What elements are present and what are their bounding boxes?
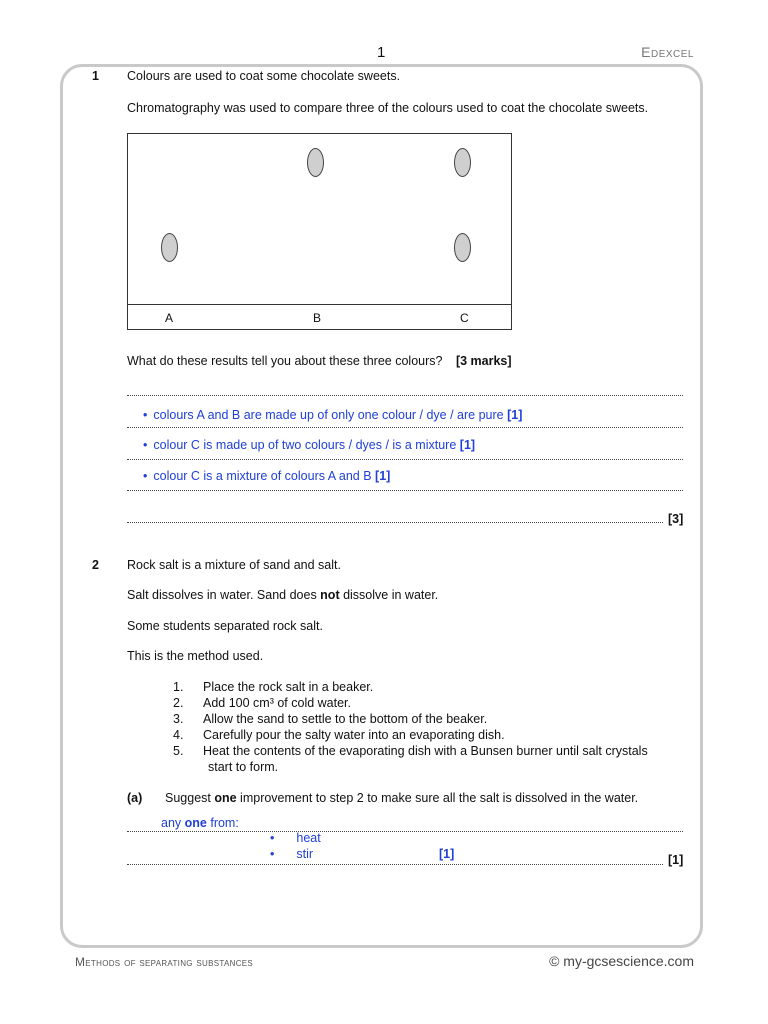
question-2-number: 2: [92, 558, 99, 572]
method-steps: [173, 679, 648, 775]
answer-line: [127, 831, 683, 832]
step-number: 1.: [173, 680, 184, 694]
method-step: [173, 695, 648, 711]
step-text: Place the rock salt in a beaker.: [203, 680, 374, 694]
chromatogram-baseline: [128, 304, 511, 305]
method-step: [173, 679, 648, 695]
answer-option-heat: [270, 831, 321, 845]
answer-option-text: stir: [296, 847, 314, 861]
exam-board: Edexcel: [641, 44, 694, 60]
step-number: 2.: [173, 696, 184, 710]
answer-line: [127, 395, 683, 396]
question-1-total: [3]: [668, 512, 684, 526]
question-2-method-intro: This is the method used.: [127, 649, 264, 663]
spot-b: [307, 148, 324, 177]
step-number: 4.: [173, 728, 184, 742]
spot-a: [161, 233, 178, 262]
answer-1-text: colours A and B are made up of only one colour / dye / are pure: [153, 408, 504, 422]
spot-c-upper: [454, 148, 471, 177]
method-step: [173, 727, 648, 743]
step-text: Add 100 cm³ of cold water.: [203, 696, 351, 710]
bullet-icon: •: [270, 831, 275, 845]
step-text: Heat the contents of the evaporating dish with a Bunsen burner until salt crystals: [203, 744, 648, 758]
answer-3-mark: [1]: [375, 469, 391, 483]
question-1-prompt: [127, 354, 512, 368]
answer-option-stir: [270, 847, 313, 861]
method-step-continued: start to form.: [208, 760, 279, 774]
answer-line: [127, 459, 683, 460]
part-a-answer-intro: [161, 816, 239, 830]
question-2-fact-a: Salt dissolves in water. Sand does: [127, 588, 321, 602]
bullet-icon: •: [270, 847, 275, 861]
answer-intro-a: any: [161, 816, 185, 830]
question-2-fact-bold: not: [320, 588, 340, 602]
step-text: Allow the sand to settle to the bottom of the beaker.: [203, 712, 488, 726]
question-2-intro: Rock salt is a mixture of sand and salt.: [127, 558, 341, 572]
footer-site: © my-gcsescience.com: [549, 953, 694, 969]
spot-c-lower: [454, 233, 471, 262]
lane-label-a: A: [165, 311, 174, 325]
answer-intro-bold: one: [184, 816, 207, 830]
answer-intro-b: from:: [206, 816, 239, 830]
step-number: 3.: [173, 712, 184, 726]
question-1-marks: [3 marks]: [455, 354, 512, 368]
question-1-number: 1: [92, 69, 99, 83]
question-1-intro: Colours are used to coat some chocolate sweets.: [127, 69, 401, 83]
answer-line: [127, 427, 683, 428]
footer-topic: Methods of separating substances: [75, 955, 254, 969]
part-a-label: (a): [127, 791, 143, 805]
answer-3: [143, 469, 390, 483]
question-2-students: Some students separated rock salt.: [127, 619, 323, 633]
answer-line: [127, 522, 663, 523]
part-a-total: [1]: [668, 853, 684, 867]
page-number: 1: [377, 44, 386, 61]
answer-1: [143, 408, 522, 422]
step-number: 5.: [173, 744, 184, 758]
part-a-question-bold: one: [214, 791, 237, 805]
part-a-question-b: improvement to step 2 to make sure all the salt is dissolved in the water.: [236, 791, 639, 805]
answer-2-mark: [1]: [459, 438, 476, 452]
answer-line: [127, 864, 663, 865]
part-a-question: [165, 791, 638, 805]
part-a-question-a: Suggest: [165, 791, 215, 805]
method-step: [173, 711, 648, 727]
lane-label-b: B: [313, 311, 322, 325]
chromatogram: [127, 133, 512, 330]
bullet-icon: •: [143, 408, 148, 422]
step-text: Carefully pour the salty water into an evaporating dish.: [203, 728, 505, 742]
answer-3-text: colour C is a mixture of colours A and B: [153, 469, 372, 483]
lane-label-c: C: [460, 311, 469, 325]
question-1-context: Chromatography was used to compare three of the colours used to coat the chocolate sweets.: [127, 101, 649, 115]
bullet-icon: •: [143, 469, 148, 483]
answer-1-mark: [1]: [507, 408, 523, 422]
answer-2-text: colour C is made up of two colours / dyes / is a mixture: [153, 438, 457, 452]
bullet-icon: •: [143, 438, 148, 452]
question-1-prompt-text: What do these results tell you about these three colours?: [127, 354, 443, 368]
answer-option-text: heat: [296, 831, 321, 845]
part-a-answer-mark: [1]: [439, 847, 455, 861]
answer-2: [143, 438, 475, 452]
question-2-fact-b: dissolve in water.: [339, 588, 439, 602]
answer-line: [127, 490, 683, 491]
question-2-fact: [127, 588, 438, 602]
method-step: [173, 743, 648, 759]
